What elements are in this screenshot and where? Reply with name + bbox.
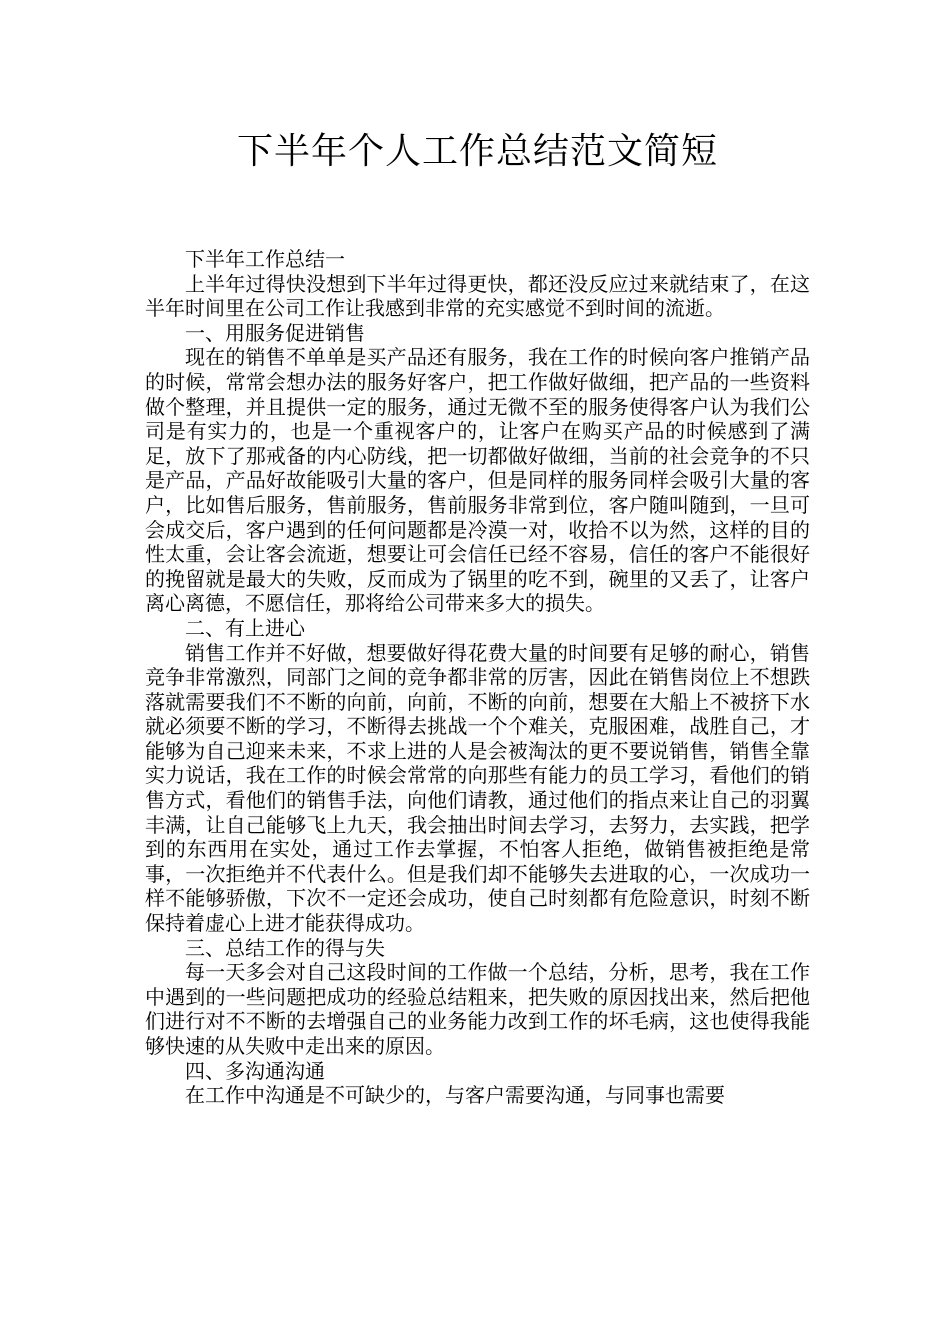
document-body — [145, 247, 810, 1108]
paragraph: 每一天多会对自己这段时间的工作做一个总结，分析，思考，我在工作中遇到的一些问题把成功的经验总结粗来，把失败的原因找出来，然后把他们进行对不不断的去增强自己的业务能力改到工作的坏毛病，这也使得我能够快速的从失败中走出来的原因。 — [145, 960, 810, 1058]
document-page — [145, 0, 810, 1344]
section-heading: 一、用服务促进销售 — [185, 320, 365, 345]
paragraph: 在工作中沟通是不可缺少的，与客户需要沟通，与同事也需要 — [185, 1083, 725, 1108]
paragraph: 销售工作并不好做，想要做好得花费大量的时间要有足够的耐心，销售竞争非常激烈，同部门之间的竞争都非常的厉害，因此在销售岗位上不想跌落就需要我们不不断的向前，向前，不断的向前，想要在大船上不被挤下水就必须要不断的学习，不断得去挑战一个个难关，克服困难，战胜自己，才能够为自己迎来未来，不求上进的人是会被淘汰的更不要说销售，销售全靠实力说话，我在工作的时候会常常的向那些有能力的员工学习，看他们的销售方式，看他们的销售手法，向他们请教，通过他们的指点来让自己的羽翼丰满，让自己能够飞上九天，我会抽出时间去学习，去努力，去实践，把学到的东西用在实处，通过工作去掌握，不怕客人拒绝，做销售被拒绝是常事，一次拒绝并不代表什么。但是我们却不能够失去进取的心，一次成功一样不能够骄傲，下次不一定还会成功，使自己时刻都有危险意识，时刻不断保持着虚心上进才能获得成功。 — [145, 640, 810, 936]
section-heading: 下半年工作总结一 — [185, 247, 345, 271]
section-heading: 二、有上进心 — [185, 615, 305, 640]
section-heading: 四、多沟通沟通 — [185, 1058, 325, 1083]
section-heading: 三、总结工作的得与失 — [185, 935, 385, 960]
paragraph: 上半年过得快没想到下半年过得更快，都还没反应过来就结束了，在这半年时间里在公司工作让我感到非常的充实感觉不到时间的流逝。 — [145, 271, 810, 321]
paragraph: 现在的销售不单单是买产品还有服务，我在工作的时候向客户推销产品的时候，常常会想办法的服务好客户，把工作做好做细，把产品的一些资料做个整理，并且提供一定的服务，通过无微不至的服务使得客户认为我们公司是有实力的，也是一个重视客户的，让客户在购买产品的时候感到了满足，放下了那戒备的内心防线，把一切都做好做细，当前的社会竞争的不只是产品，产品好故能吸引大量的客户，但是同样的服务同样会吸引大量的客户，比如售后服务，售前服务，售前服务非常到位，客户随叫随到，一旦可会成交后，客户遇到的任何问题都是冷漠一对，收拾不以为然，这样的目的性太重，会让客会流逝，想要让可会信任已经不容易，信任的客户不能很好的挽留就是最大的失败，反而成为了锅里的吃不到，碗里的又丢了，让客户离心离德，不愿信任，那将给公司带来多大的损失。 — [145, 345, 810, 616]
document-title: 下半年个人工作总结范文简短 — [236, 131, 718, 172]
